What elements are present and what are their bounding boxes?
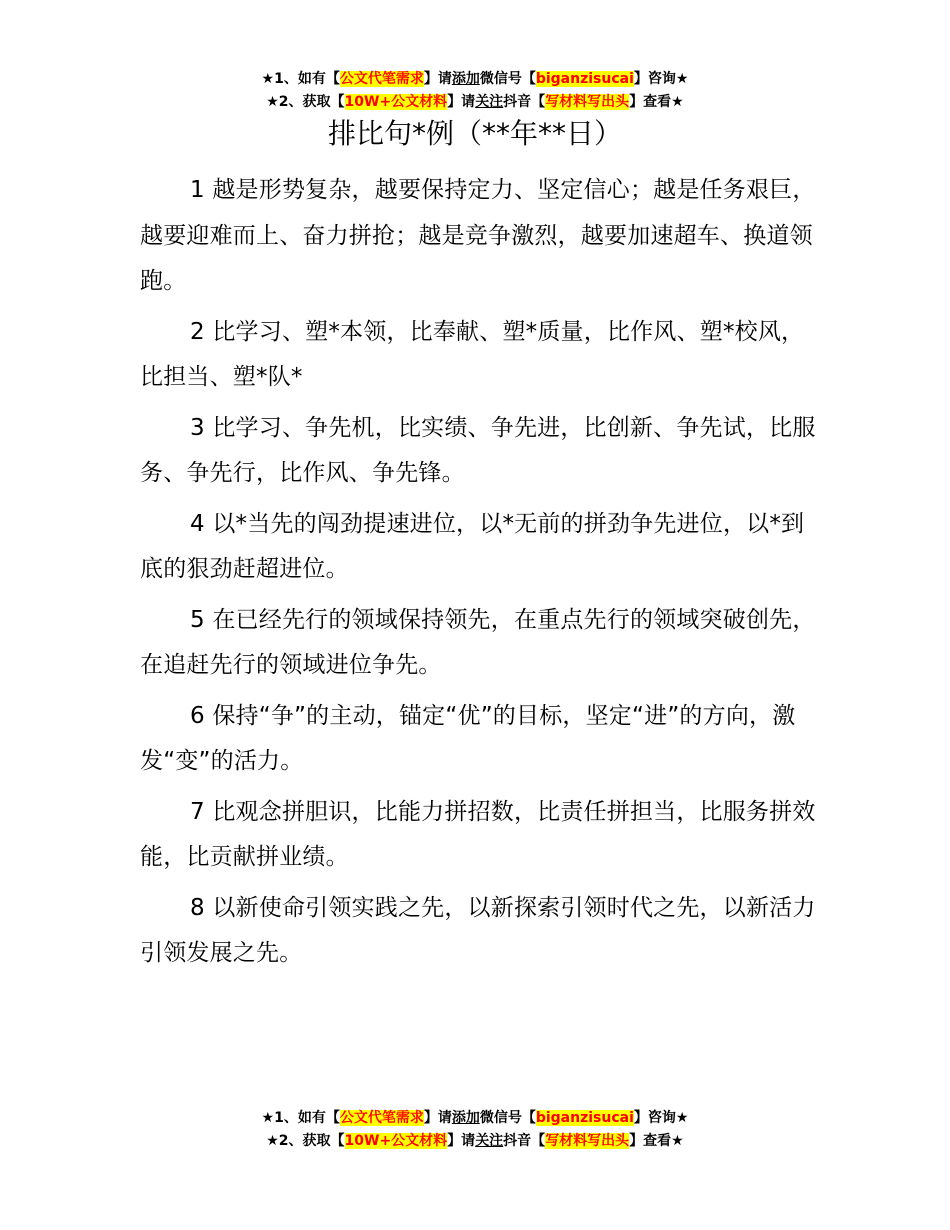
document-body bbox=[140, 168, 825, 982]
banner-text: 】请 bbox=[423, 71, 452, 87]
paragraph-7: 7 比观念拼胆识，比能力拼招数，比责任拼担当，比服务拼效能，比贡献拼业绩。 bbox=[140, 798, 816, 870]
banner-text: 】咨询★ bbox=[633, 1110, 689, 1126]
banner-highlight: 10W+公文材料 bbox=[344, 1133, 448, 1149]
banner-text: 】请 bbox=[447, 94, 476, 110]
banner-underline: 关注 bbox=[475, 94, 504, 110]
banner-text: 微信号【 bbox=[479, 71, 536, 87]
paragraph-4: 4 以*当先的闯劲提速进位，以*无前的拼劲争先进位，以*到底的狠劲赶超进位。 bbox=[140, 510, 805, 582]
banner-line-1 bbox=[0, 68, 950, 91]
document-title: 排比句*例（**年**日） bbox=[327, 117, 622, 150]
banner-wechat-id: biganzisucai bbox=[535, 71, 634, 87]
banner-douyin-name: 写材料写出头 bbox=[545, 94, 630, 110]
banner-line-2 bbox=[0, 91, 950, 114]
banner-highlight: 10W+公文材料 bbox=[344, 94, 448, 110]
banner-text: 】查看★ bbox=[629, 94, 684, 110]
banner-line-2 bbox=[0, 1130, 950, 1153]
banner-text: 抖音【 bbox=[503, 94, 546, 110]
paragraph-5: 5 在已经先行的领域保持领先，在重点先行的领域突破创先，在追赶先行的领域进位争先。 bbox=[140, 606, 816, 678]
banner-text: 】咨询★ bbox=[633, 71, 689, 87]
banner-text: 】请 bbox=[447, 1133, 476, 1149]
paragraph-6: 6 保持“争”的主动，锚定“优”的目标，坚定“进”的方向，激发“变”的活力。 bbox=[140, 702, 796, 774]
banner-text: 】请 bbox=[423, 1110, 452, 1126]
footer-banner bbox=[0, 1107, 950, 1153]
banner-text: ★1、如有【 bbox=[261, 1110, 340, 1126]
banner-text: 】查看★ bbox=[629, 1133, 684, 1149]
banner-underline: 添加 bbox=[451, 71, 480, 87]
banner-text: ★2、获取【 bbox=[266, 1133, 345, 1149]
banner-text: ★2、获取【 bbox=[266, 94, 345, 110]
banner-underline: 关注 bbox=[475, 1133, 504, 1149]
paragraph-1: 1 越是形势复杂，越要保持定力、坚定信心；越是任务艰巨，越要迎难而上、奋力拼抢；越是竞争激烈，越要加速超车、换道领跑。 bbox=[140, 177, 816, 294]
paragraph-3: 3 比学习、争先机，比实绩、争先进，比创新、争先试，比服务、争先行，比作风、争先锋。 bbox=[140, 414, 816, 486]
paragraph-2: 2 比学习、塑*本领，比奉献、塑*质量，比作风、塑*校风，比担当、塑*队* bbox=[140, 318, 805, 390]
banner-text: ★1、如有【 bbox=[261, 71, 340, 87]
banner-highlight: 公文代笔需求 bbox=[339, 1110, 424, 1126]
banner-text: 微信号【 bbox=[479, 1110, 536, 1126]
banner-line-1 bbox=[0, 1107, 950, 1130]
paragraph-8: 8 以新使命引领实践之先，以新探索引领时代之先，以新活力引领发展之先。 bbox=[140, 894, 816, 966]
banner-text: 抖音【 bbox=[503, 1133, 546, 1149]
banner-wechat-id: biganzisucai bbox=[535, 1110, 634, 1126]
header-banner bbox=[0, 68, 950, 114]
banner-highlight: 公文代笔需求 bbox=[339, 71, 424, 87]
banner-douyin-name: 写材料写出头 bbox=[545, 1133, 630, 1149]
banner-underline: 添加 bbox=[451, 1110, 480, 1126]
